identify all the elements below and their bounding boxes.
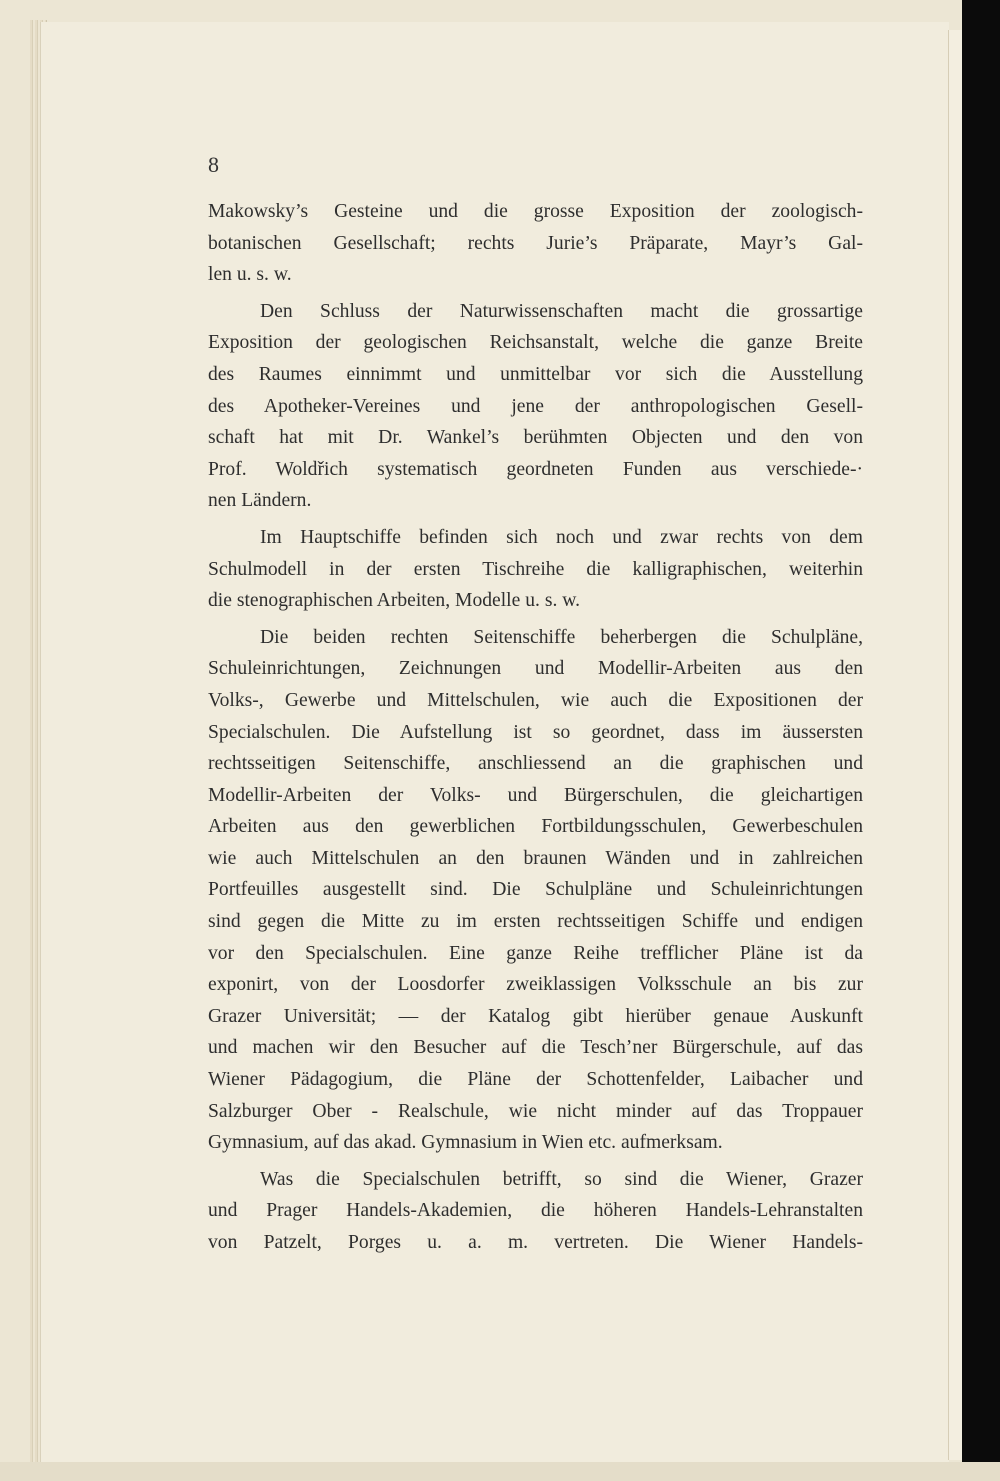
text-line: Modellir-Arbeiten der Volks- und Bürgerschulen, die gleichartigen: [208, 784, 863, 806]
text-line: und Prager Handels-Akademien, die höheren Handels-Lehranstalten: [208, 1200, 863, 1222]
text-line: Wiener Pädagogium, die Pläne der Schottenfelder, Laibacher und: [208, 1069, 863, 1091]
text-line: Den Schluss der Naturwissenschaften macht die grossartige: [260, 300, 863, 322]
text-line: Schulmodell in der ersten Tischreihe die kalligraphischen, weiterhin: [208, 558, 863, 580]
text-line: wie auch Mittelschulen an den braunen Wänden und in zahlreichen: [208, 847, 863, 869]
text-line: Prof. Woldřich systematisch geordneten Funden aus verschiede-·: [208, 458, 863, 480]
text-line: rechtsseitigen Seitenschiffe, anschliessend an die graphischen und: [208, 753, 863, 775]
text-line: Im Hauptschiffe befinden sich noch und zwar rechts von dem: [260, 526, 863, 548]
paragraph: [208, 196, 863, 291]
body-text: [208, 196, 863, 1259]
paragraph: [208, 296, 863, 517]
text-line: die stenographischen Arbeiten, Modelle u. s. w.: [208, 590, 581, 612]
paragraph: [208, 1164, 863, 1259]
paragraph: [208, 622, 863, 1159]
text-line: Schuleinrichtungen, Zeichnungen und Modellir-Arbeiten aus den: [208, 658, 863, 680]
text-line: botanischen Gesellschaft; rechts Jurie’s Präparate, Mayr’s Gal-: [208, 232, 863, 254]
text-line: Gymnasium, auf das akad. Gymnasium in Wien etc. aufmerksam.: [208, 1132, 723, 1154]
text-line: und machen wir den Besucher auf die Tesch’ner Bürgerschule, auf das: [208, 1037, 863, 1059]
text-line: von Patzelt, Porges u. a. m. vertreten. Die Wiener Handels-: [208, 1232, 863, 1253]
text-line: Grazer Universität; — der Katalog gibt hierüber genaue Auskunft: [208, 1005, 863, 1027]
text-line: Was die Specialschulen betrifft, so sind die Wiener, Grazer: [260, 1168, 863, 1190]
page-number: 8: [208, 152, 219, 177]
text-line: Salzburger Ober - Realschule, wie nicht minder auf das Troppauer: [208, 1100, 863, 1122]
text-line: Exposition der geologischen Reichsanstalt, welche die ganze Breite: [208, 332, 863, 354]
text-line: vor den Specialschulen. Eine ganze Reihe trefflicher Pläne ist da: [208, 942, 863, 964]
text-line: des Apotheker-Vereines und jene der anthropologischen Gesell-: [208, 395, 863, 417]
text-line: sind gegen die Mitte zu im ersten rechtsseitigen Schiffe und endigen: [208, 911, 863, 933]
text-line: exponirt, von der Loosdorfer zweiklassigen Volksschule an bis zur: [208, 974, 863, 996]
text-line: Portfeuilles ausgestellt sind. Die Schulpläne und Schuleinrichtungen: [208, 879, 863, 901]
text-line: len u. s. w.: [208, 264, 292, 286]
text-line: Die beiden rechten Seitenschiffe beherbergen die Schulpläne,: [260, 626, 863, 648]
text-line: schaft hat mit Dr. Wankel’s berühmten Objecten und den von: [208, 427, 863, 449]
text-line: Volks-, Gewerbe und Mittelschulen, wie auch die Expositionen der: [208, 689, 863, 711]
text-line: des Raumes einnimmt und unmittelbar vor sich die Ausstellung: [208, 363, 863, 385]
text-line: nen Ländern.: [208, 490, 312, 512]
page-bottom-margin: [0, 1462, 1000, 1481]
scan-background-edge: [962, 0, 1000, 1481]
text-line: Arbeiten aus den gewerblichen Fortbildungsschulen, Gewerbeschulen: [208, 816, 863, 838]
paragraph: [208, 522, 863, 617]
text-line: Makowsky’s Gesteine und die grosse Exposition der zoologisch-: [208, 201, 863, 222]
text-line: Specialschulen. Die Aufstellung ist so geordnet, dass im äussersten: [208, 721, 863, 743]
